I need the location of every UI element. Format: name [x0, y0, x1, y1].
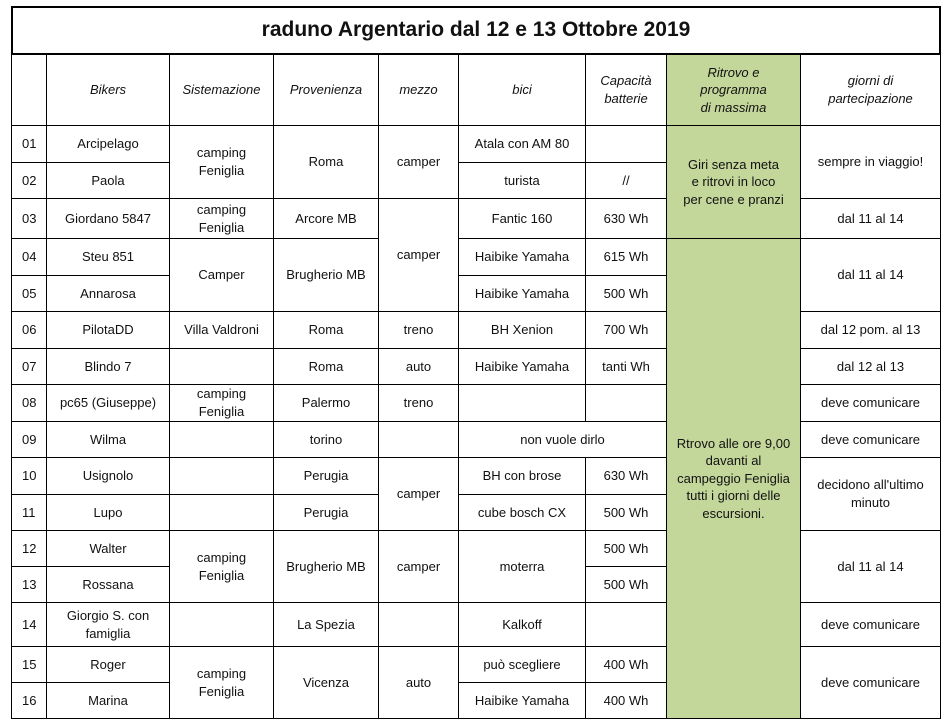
- origin-city: Perugia: [273, 494, 379, 531]
- transport: [378, 421, 459, 458]
- origin-city: La Spezia: [273, 602, 379, 647]
- battery-capacity: 500 Wh: [585, 494, 667, 531]
- bike-model: moterra: [458, 530, 586, 603]
- origin-city: Arcore MB: [273, 198, 379, 239]
- biker-name: Usignolo: [46, 457, 170, 495]
- biker-name: Arcipelago: [46, 125, 170, 163]
- header-mezzo: mezzo: [378, 54, 459, 126]
- battery-capacity: tanti Wh: [585, 348, 667, 385]
- row-number: 10: [11, 457, 47, 495]
- bike-model: Kalkoff: [458, 602, 586, 647]
- bike-model: BH Xenion: [458, 311, 586, 349]
- battery-capacity: 500 Wh: [585, 566, 667, 603]
- accommodation: [169, 457, 274, 495]
- accommodation: Villa Valdroni: [169, 311, 274, 349]
- battery-capacity: 630 Wh: [585, 198, 667, 239]
- battery-capacity: 700 Wh: [585, 311, 667, 349]
- transport: treno: [378, 311, 459, 349]
- sheet-title: raduno Argentario dal 12 e 13 Ottobre 2019: [11, 6, 941, 55]
- accommodation: camping Feniglia: [169, 198, 274, 239]
- bike-model: può scegliere: [458, 646, 586, 683]
- accommodation: camping Feniglia: [169, 384, 274, 422]
- battery-capacity: 400 Wh: [585, 682, 667, 719]
- transport: [378, 602, 459, 647]
- participation-days: dal 12 al 13: [800, 348, 941, 385]
- accommodation: [169, 348, 274, 385]
- bike-model: Haibike Yamaha: [458, 682, 586, 719]
- participation-days: dal 11 al 14: [800, 198, 941, 239]
- participation-days: dal 11 al 14: [800, 530, 941, 603]
- biker-name: Walter: [46, 530, 170, 567]
- bike-model: Haibike Yamaha: [458, 238, 586, 276]
- biker-name: Rossana: [46, 566, 170, 603]
- bike-model: non vuole dirlo: [458, 421, 667, 458]
- bike-model: Haibike Yamaha: [458, 275, 586, 312]
- header-ritrovo: Ritrovo e programma di massima: [666, 54, 801, 126]
- transport: auto: [378, 646, 459, 719]
- row-number: 11: [11, 494, 47, 531]
- biker-name: Blindo 7: [46, 348, 170, 385]
- battery-capacity: 615 Wh: [585, 238, 667, 276]
- participation-days: deve comunicare: [800, 421, 941, 458]
- header-giorni: giorni di partecipazione: [800, 54, 941, 126]
- battery-capacity: 630 Wh: [585, 457, 667, 495]
- row-number: 06: [11, 311, 47, 349]
- row-number: 13: [11, 566, 47, 603]
- bike-model: turista: [458, 162, 586, 199]
- transport: camper: [378, 530, 459, 603]
- row-number: 01: [11, 125, 47, 163]
- accommodation: camping Feniglia: [169, 530, 274, 603]
- meeting-program: Rtrovo alle ore 9,00 davanti al campeggio Feniglia tutti i giorni delle escursioni.: [666, 238, 801, 719]
- row-number: 07: [11, 348, 47, 385]
- battery-capacity: [585, 384, 667, 422]
- biker-name: Marina: [46, 682, 170, 719]
- battery-capacity: [585, 125, 667, 163]
- header-bici: bici: [458, 54, 586, 126]
- meeting-program: Giri senza meta e ritrovi in loco per cene e pranzi: [666, 125, 801, 239]
- header-sistemazione: Sistemazione: [169, 54, 274, 126]
- bike-model: Atala con AM 80: [458, 125, 586, 163]
- accommodation: [169, 602, 274, 647]
- row-number: 15: [11, 646, 47, 683]
- participation-days: sempre in viaggio!: [800, 125, 941, 199]
- origin-city: Vicenza: [273, 646, 379, 719]
- biker-name: pc65 (Giuseppe): [46, 384, 170, 422]
- bike-model: BH con brose: [458, 457, 586, 495]
- row-number: 16: [11, 682, 47, 719]
- biker-name: Giordano 5847: [46, 198, 170, 239]
- transport: camper: [378, 125, 459, 199]
- transport: treno: [378, 384, 459, 422]
- row-number: 04: [11, 238, 47, 276]
- accommodation: camping Feniglia: [169, 125, 274, 199]
- bike-model: Haibike Yamaha: [458, 348, 586, 385]
- battery-capacity: 500 Wh: [585, 530, 667, 567]
- header-number: [11, 54, 47, 126]
- row-number: 02: [11, 162, 47, 199]
- header-capacita: Capacità batterie: [585, 54, 667, 126]
- origin-city: Roma: [273, 125, 379, 199]
- transport: camper: [378, 457, 459, 531]
- battery-capacity: 400 Wh: [585, 646, 667, 683]
- bike-model: Fantic 160: [458, 198, 586, 239]
- row-number: 05: [11, 275, 47, 312]
- origin-city: Roma: [273, 311, 379, 349]
- biker-name: Giorgio S. con famiglia: [46, 602, 170, 647]
- biker-name: Wilma: [46, 421, 170, 458]
- biker-name: Steu 851: [46, 238, 170, 276]
- battery-capacity: [585, 602, 667, 647]
- header-bikers: Bikers: [46, 54, 170, 126]
- accommodation: [169, 421, 274, 458]
- accommodation: Camper: [169, 238, 274, 312]
- biker-name: Lupo: [46, 494, 170, 531]
- origin-city: Perugia: [273, 457, 379, 495]
- transport: auto: [378, 348, 459, 385]
- origin-city: Roma: [273, 348, 379, 385]
- participation-days: decidono all'ultimo minuto: [800, 457, 941, 531]
- header-provenienza: Provenienza: [273, 54, 379, 126]
- participation-days: deve comunicare: [800, 384, 941, 422]
- biker-name: Roger: [46, 646, 170, 683]
- row-number: 09: [11, 421, 47, 458]
- row-number: 08: [11, 384, 47, 422]
- origin-city: Brugherio MB: [273, 530, 379, 603]
- participation-days: dal 12 pom. al 13: [800, 311, 941, 349]
- origin-city: Brugherio MB: [273, 238, 379, 312]
- accommodation: [169, 494, 274, 531]
- biker-name: PilotaDD: [46, 311, 170, 349]
- transport: camper: [378, 198, 459, 312]
- participation-days: deve comunicare: [800, 646, 941, 719]
- bike-model: [458, 384, 586, 422]
- row-number: 14: [11, 602, 47, 647]
- origin-city: Palermo: [273, 384, 379, 422]
- battery-capacity: //: [585, 162, 667, 199]
- biker-name: Paola: [46, 162, 170, 199]
- accommodation: camping Feniglia: [169, 646, 274, 719]
- participation-days: deve comunicare: [800, 602, 941, 647]
- row-number: 12: [11, 530, 47, 567]
- biker-name: Annarosa: [46, 275, 170, 312]
- participation-days: dal 11 al 14: [800, 238, 941, 312]
- battery-capacity: 500 Wh: [585, 275, 667, 312]
- row-number: 03: [11, 198, 47, 239]
- bike-model: cube bosch CX: [458, 494, 586, 531]
- origin-city: torino: [273, 421, 379, 458]
